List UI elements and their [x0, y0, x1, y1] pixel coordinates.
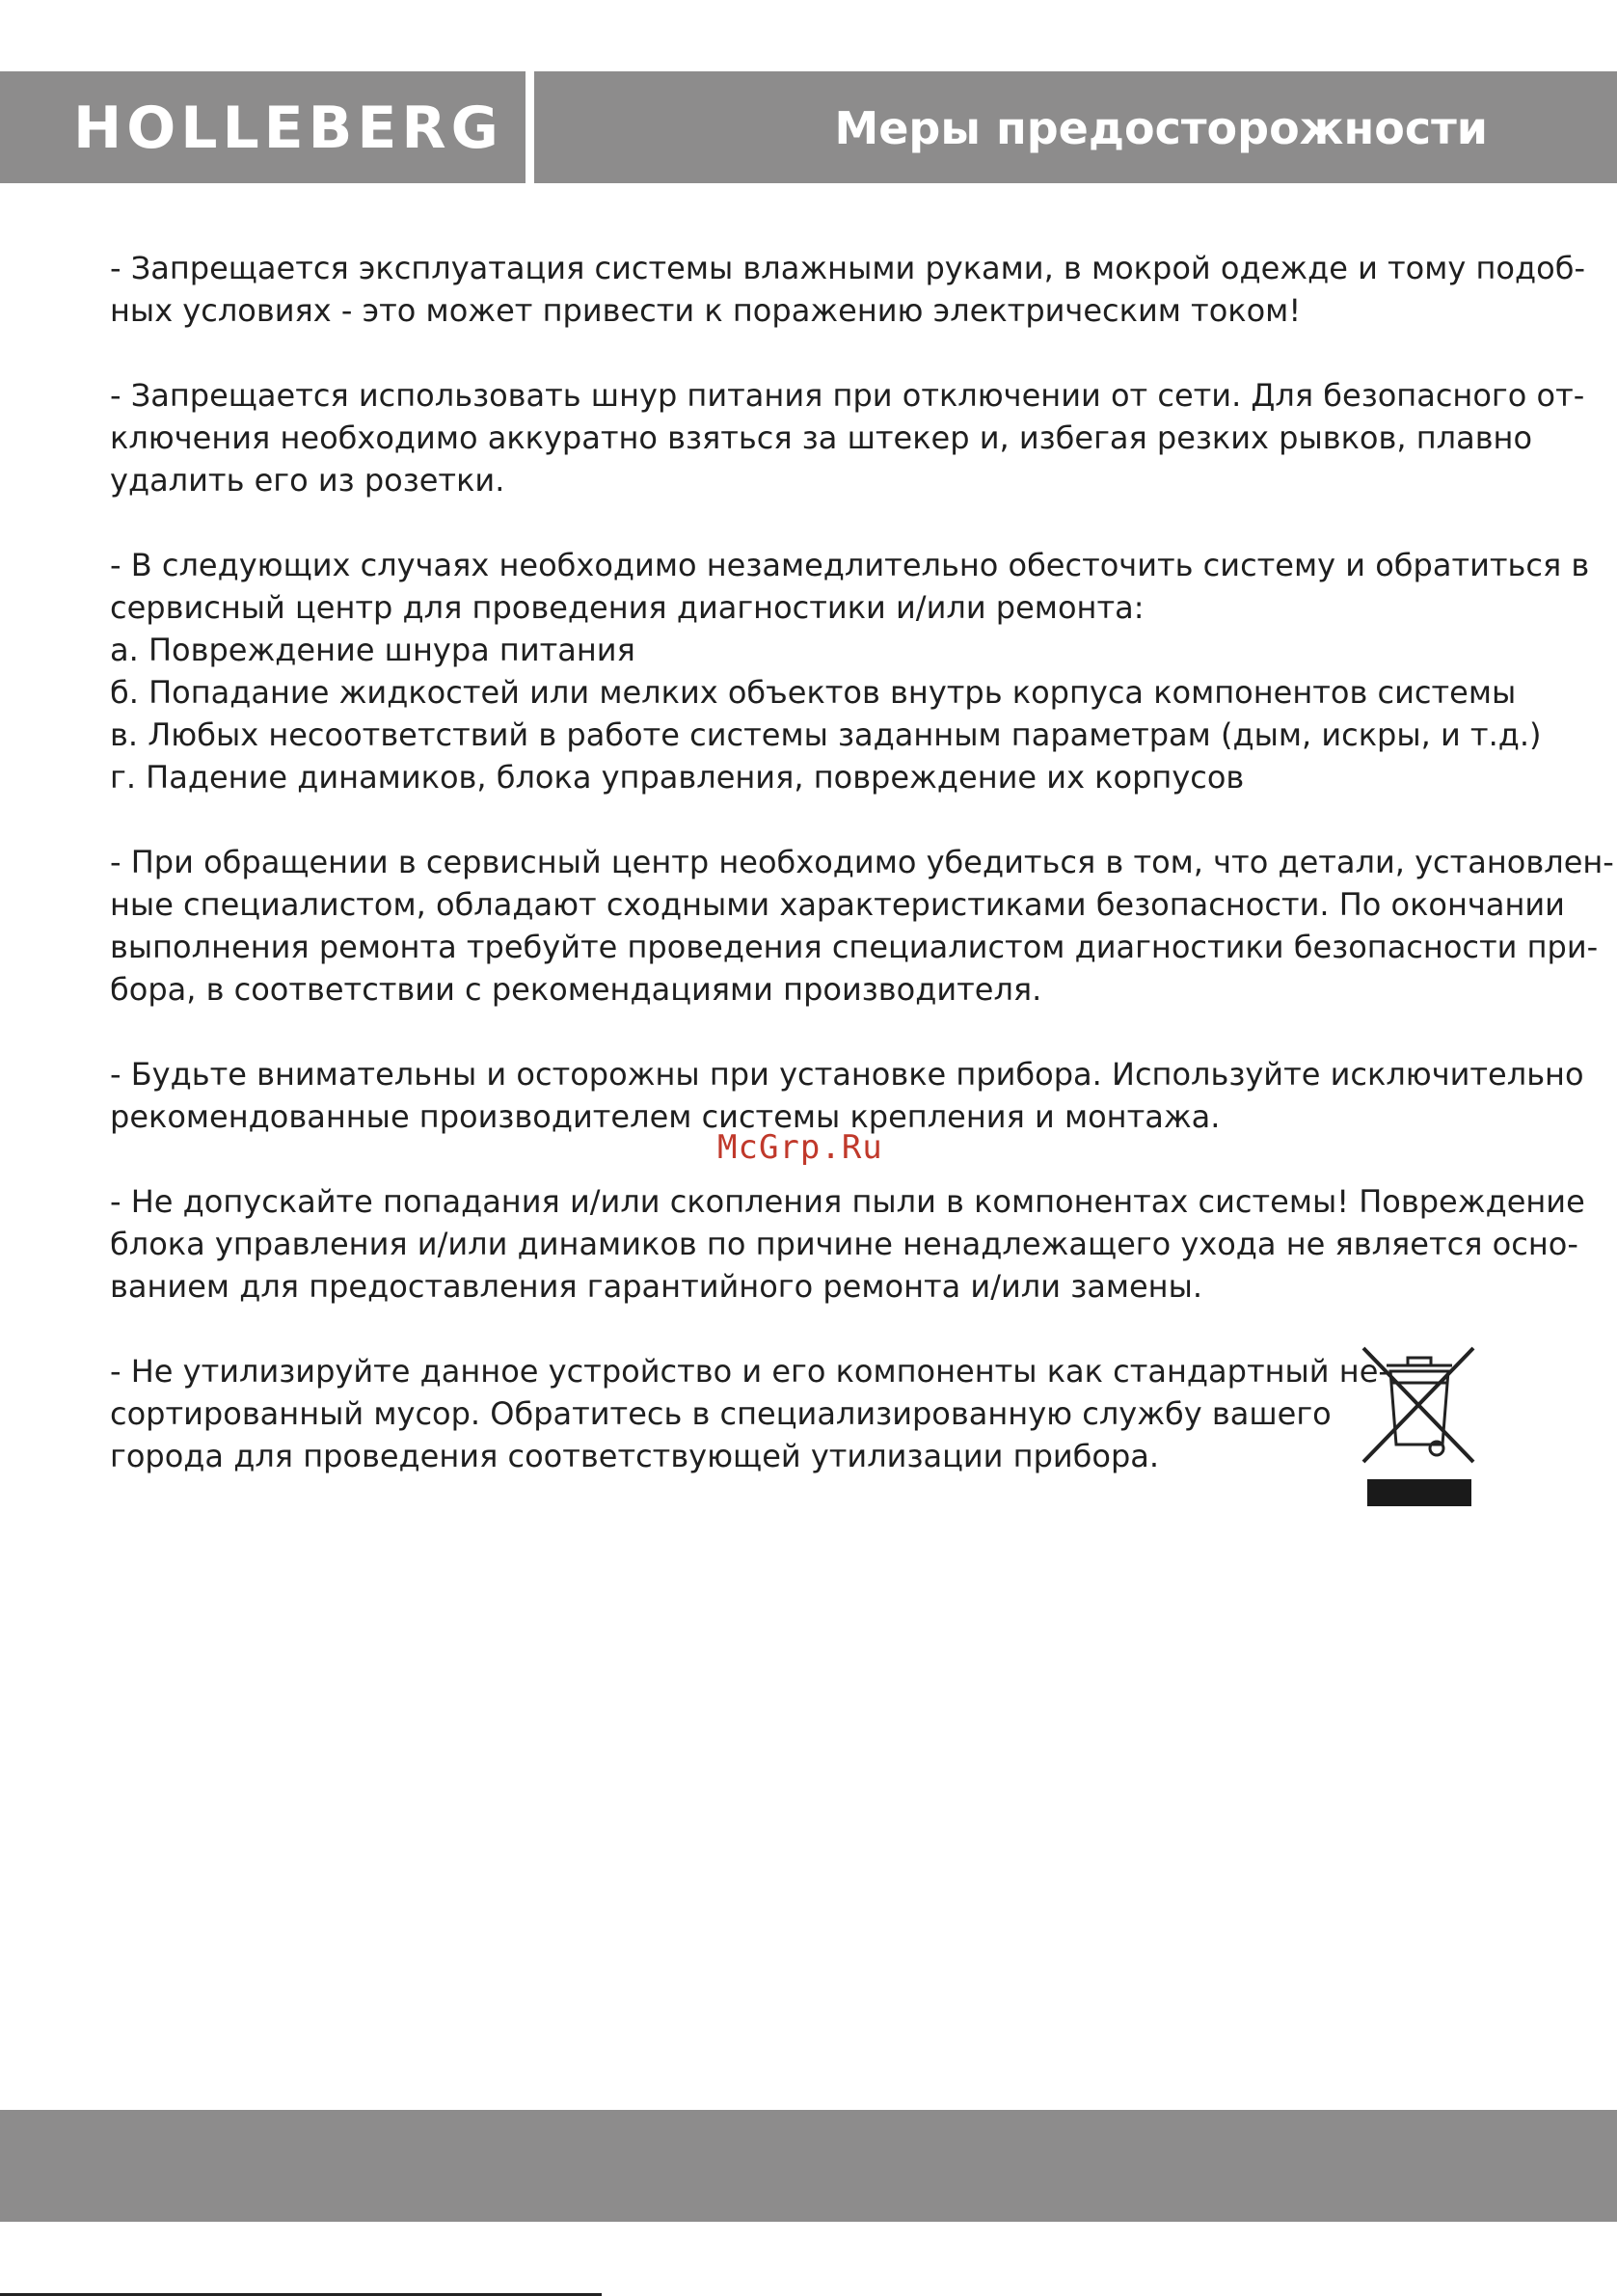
- brand-logo: HOLLEBERG: [73, 95, 503, 162]
- text-line: - Не утилизируйте данное устройство и его компоненты как стандартный не-: [110, 1353, 1389, 1390]
- list-item: в. Любых несоответствий в работе системы заданным параметрам (дым, искры, и т.д.): [110, 716, 1542, 753]
- text-line: ные специалистом, обладают сходными характеристиками безопасности. По окончании: [110, 886, 1565, 923]
- text-line: ключения необходимо аккуратно взяться за штекер и, избегая резких рывков, плавно: [110, 419, 1533, 456]
- paragraph-wet-hands: [110, 247, 1585, 332]
- text-line: - Не допускайте попадания и/или скопления пыли в компонентах системы! Повреждение: [110, 1183, 1585, 1220]
- paragraph-power-cord: [110, 374, 1585, 501]
- text-line: сервисный центр для проведения диагностики и/или ремонта:: [110, 589, 1145, 626]
- crossed-out-wheelie-bin-icon: [1360, 1344, 1479, 1508]
- text-line: выполнения ремонта требуйте проведения специалистом диагностики безопасности при-: [110, 929, 1599, 965]
- paragraph-installation: [110, 1053, 1584, 1138]
- text-line: - При обращении в сервисный центр необходимо убедиться в том, что детали, установлен-: [110, 844, 1614, 880]
- text-line: - Запрещается использовать шнур питания при отключении от сети. Для безопасного от-: [110, 377, 1585, 414]
- text-line: блока управления и/или динамиков по причине ненадлежащего ухода не является осно-: [110, 1226, 1578, 1262]
- list-item: а. Повреждение шнура питания: [110, 632, 635, 668]
- paragraph-service-cases: [110, 544, 1590, 798]
- text-line: ных условиях - это может привести к поражению электрическим током!: [110, 292, 1302, 329]
- page-title: Меры предосторожности: [834, 102, 1488, 154]
- text-line: сортированный мусор. Обратитесь в специализированную службу вашего: [110, 1395, 1332, 1432]
- paragraph-service-center: [110, 841, 1614, 1011]
- text-line: ванием для предоставления гарантийного ремонта и/или замены.: [110, 1268, 1203, 1305]
- safety-precautions-text: [110, 247, 1614, 1520]
- text-line: - Будьте внимательны и осторожны при установке прибора. Используйте исключительно: [110, 1056, 1584, 1093]
- text-line: - Запрещается эксплуатация системы влажными руками, в мокрой одежде и тому подоб-: [110, 250, 1585, 286]
- footer-band: [0, 2110, 1617, 2222]
- text-line: рекомендованные производителем системы крепления и монтажа.: [110, 1098, 1221, 1135]
- list-item: б. Попадание жидкостей или мелких объектов внутрь корпуса компонентов системы: [110, 674, 1517, 711]
- paragraph-disposal: [110, 1350, 1389, 1477]
- text-line: бора, в соответствии с рекомендациями производителя.: [110, 971, 1042, 1008]
- text-line: города для проведения соответствующей утилизации прибора.: [110, 1438, 1160, 1474]
- text-line: - В следующих случаях необходимо незамедлительно обесточить систему и обратиться в: [110, 547, 1590, 583]
- watermark[interactable]: McGrp.Ru: [717, 1128, 883, 1167]
- text-line: удалить его из розетки.: [110, 462, 505, 499]
- list-item: г. Падение динамиков, блока управления, повреждение их корпусов: [110, 759, 1245, 796]
- paragraph-dust: [110, 1180, 1585, 1308]
